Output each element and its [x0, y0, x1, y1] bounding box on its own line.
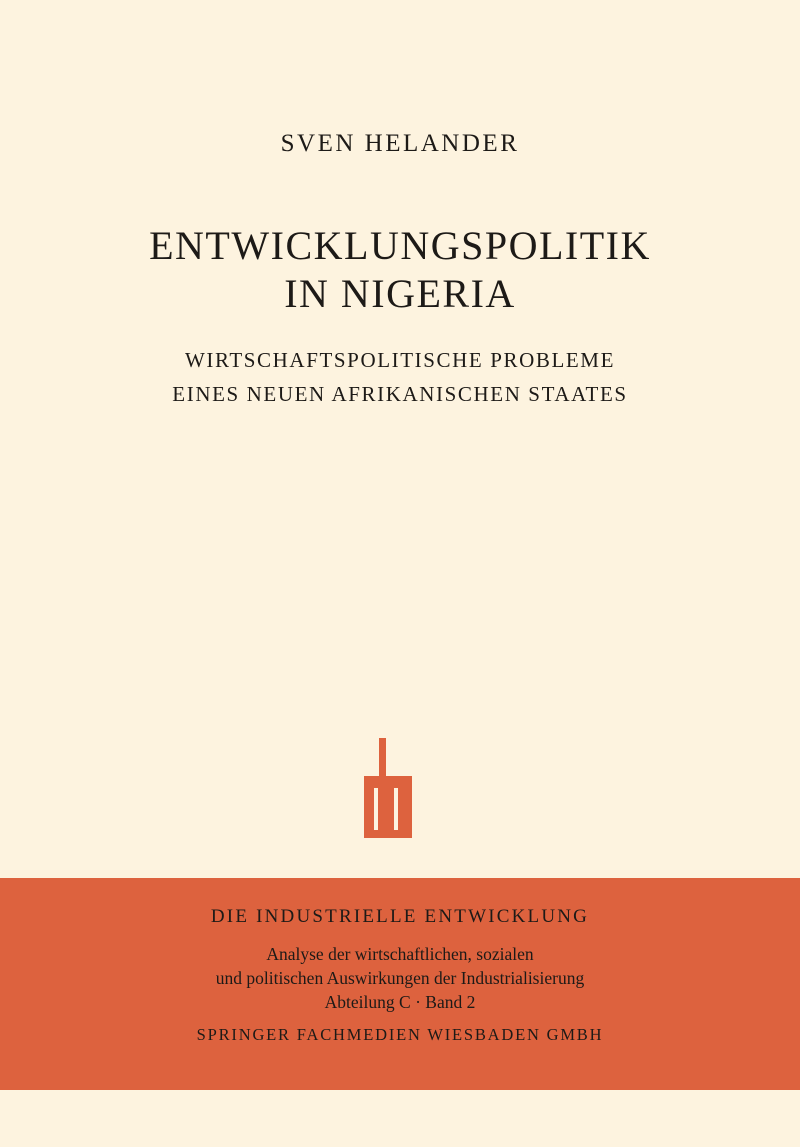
publisher-logo-icon	[364, 738, 412, 838]
series-description-line-2: und politischen Auswirkungen der Industrialisierung	[215, 968, 585, 988]
book-subtitle-line-1: WIRTSCHAFTSPOLITISCHE PROBLEME	[184, 348, 616, 372]
author-name: SVEN HELANDER	[280, 130, 520, 157]
series-description	[0, 942, 800, 1014]
series-volume: Abteilung C · Band 2	[324, 992, 476, 1012]
book-title-line-2: IN NIGERIA	[284, 271, 516, 316]
book-title-line-1: ENTWICKLUNGSPOLITIK	[149, 223, 651, 268]
book-subtitle-line-2: EINES NEUEN AFRIKANISCHEN STAATES	[172, 382, 628, 406]
series-description-line-1: Analyse der wirtschaftlichen, sozialen	[266, 944, 534, 964]
book-subtitle	[0, 343, 800, 411]
series-title: DIE INDUSTRIELLE ENTWICKLUNG	[210, 906, 590, 927]
book-title	[0, 222, 800, 318]
publisher-name: SPRINGER FACHMEDIEN WIESBADEN GMBH	[196, 1025, 604, 1044]
